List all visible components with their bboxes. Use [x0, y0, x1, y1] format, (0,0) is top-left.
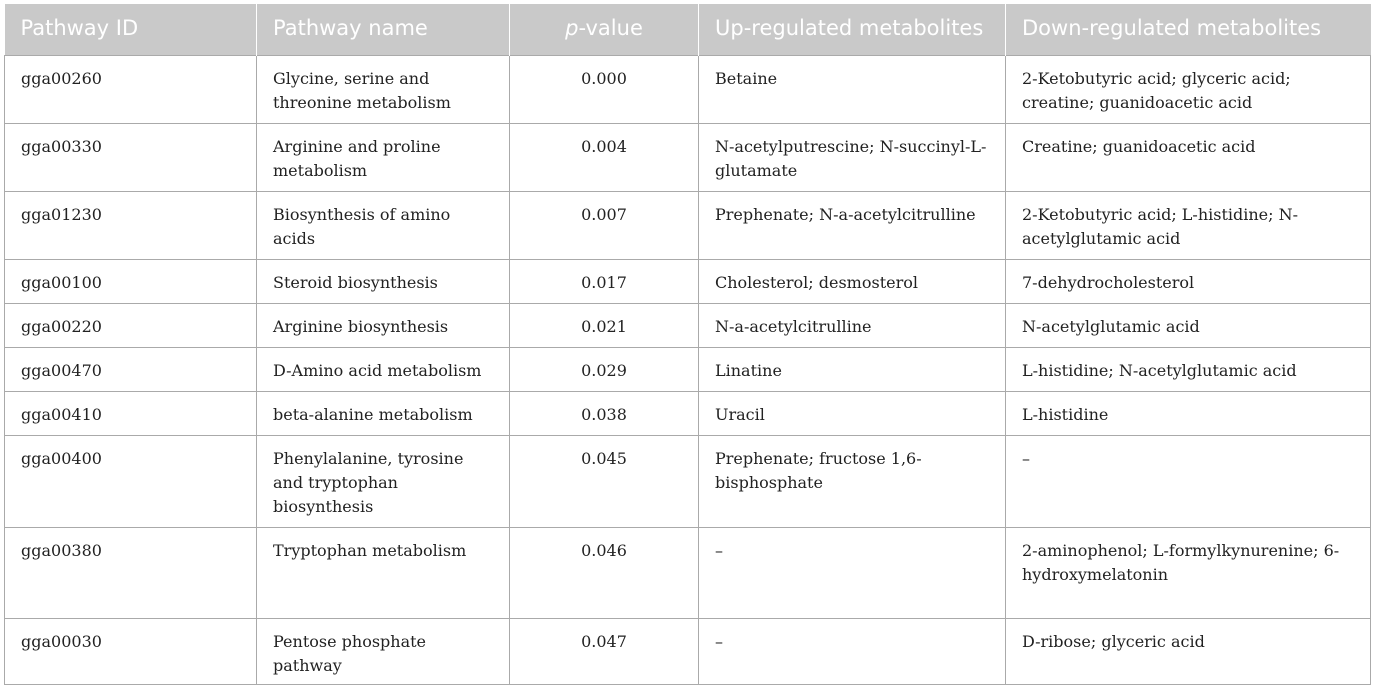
table-row [5, 347, 1371, 391]
cell-pathway-id: gga00220 [5, 303, 257, 347]
cell-p-value: 0.007 [510, 191, 699, 259]
table-row [5, 123, 1371, 191]
cell-pathway-name: Steroid biosynthesis [257, 259, 510, 303]
table-row [5, 259, 1371, 303]
header-pathway-name: Pathway name [257, 4, 510, 55]
cell-up-regulated: – [699, 527, 1006, 618]
cell-up-regulated: Cholesterol; desmosterol [699, 259, 1006, 303]
cell-down-regulated: L-histidine [1006, 391, 1371, 435]
cell-up-regulated: – [699, 618, 1006, 684]
table-row [5, 618, 1371, 684]
cell-up-regulated: N-a-acetylcitrulline [699, 303, 1006, 347]
cell-pathway-id: gga00380 [5, 527, 257, 618]
cell-pathway-id: gga01230 [5, 191, 257, 259]
cell-pathway-id: gga00470 [5, 347, 257, 391]
cell-p-value: 0.038 [510, 391, 699, 435]
header-p-value [510, 4, 699, 55]
cell-pathway-name: Phenylalanine, tyrosine and tryptophan biosynthesis [257, 435, 510, 527]
table-header [5, 4, 1371, 55]
cell-pathway-id: gga00330 [5, 123, 257, 191]
header-down-regulated: Down-regulated metabolites [1006, 4, 1371, 55]
cell-pathway-name: beta-alanine metabolism [257, 391, 510, 435]
cell-pathway-id: gga00410 [5, 391, 257, 435]
cell-p-value: 0.017 [510, 259, 699, 303]
table-row [5, 303, 1371, 347]
cell-pathway-id: gga00030 [5, 618, 257, 684]
cell-pathway-name: D-Amino acid metabolism [257, 347, 510, 391]
cell-pathway-id: gga00260 [5, 55, 257, 123]
cell-down-regulated: 2-aminophenol; L-formylkynurenine; 6-hydroxymelatonin [1006, 527, 1371, 618]
table-row [5, 55, 1371, 123]
cell-p-value: 0.000 [510, 55, 699, 123]
table-row [5, 191, 1371, 259]
header-p-value-suffix: -value [578, 16, 643, 40]
cell-down-regulated: N-acetylglutamic acid [1006, 303, 1371, 347]
cell-down-regulated: 2-Ketobutyric acid; L-histidine; N-acetylglutamic acid [1006, 191, 1371, 259]
cell-p-value: 0.021 [510, 303, 699, 347]
cell-p-value: 0.029 [510, 347, 699, 391]
cell-up-regulated: Prephenate; N-a-acetylcitrulline [699, 191, 1006, 259]
header-pathway-id: Pathway ID [5, 4, 257, 55]
pathway-table [4, 4, 1371, 685]
cell-up-regulated: Linatine [699, 347, 1006, 391]
cell-up-regulated: Prephenate; fructose 1,6-bisphosphate [699, 435, 1006, 527]
cell-down-regulated: L-histidine; N-acetylglutamic acid [1006, 347, 1371, 391]
cell-up-regulated: Uracil [699, 391, 1006, 435]
cell-pathway-name: Glycine, serine and threonine metabolism [257, 55, 510, 123]
cell-up-regulated: Betaine [699, 55, 1006, 123]
cell-p-value: 0.046 [510, 527, 699, 618]
header-p-value-italic: p [565, 16, 579, 40]
table-body [5, 55, 1371, 684]
cell-down-regulated: 7-dehydrocholesterol [1006, 259, 1371, 303]
cell-pathway-name: Tryptophan metabolism [257, 527, 510, 618]
cell-down-regulated: D-ribose; glyceric acid [1006, 618, 1371, 684]
cell-pathway-name: Arginine and proline metabolism [257, 123, 510, 191]
cell-down-regulated: Creatine; guanidoacetic acid [1006, 123, 1371, 191]
cell-pathway-id: gga00100 [5, 259, 257, 303]
cell-pathway-id: gga00400 [5, 435, 257, 527]
cell-pathway-name: Biosynthesis of amino acids [257, 191, 510, 259]
table-row [5, 527, 1371, 618]
cell-down-regulated: – [1006, 435, 1371, 527]
table-row [5, 391, 1371, 435]
cell-p-value: 0.004 [510, 123, 699, 191]
cell-pathway-name: Arginine biosynthesis [257, 303, 510, 347]
cell-p-value: 0.047 [510, 618, 699, 684]
header-row [5, 4, 1371, 55]
cell-pathway-name: Pentose phosphate pathway [257, 618, 510, 684]
cell-down-regulated: 2-Ketobutyric acid; glyceric acid; creatine; guanidoacetic acid [1006, 55, 1371, 123]
cell-p-value: 0.045 [510, 435, 699, 527]
header-up-regulated: Up-regulated metabolites [699, 4, 1006, 55]
cell-up-regulated: N-acetylputrescine; N-succinyl-L-glutamate [699, 123, 1006, 191]
table-row [5, 435, 1371, 527]
